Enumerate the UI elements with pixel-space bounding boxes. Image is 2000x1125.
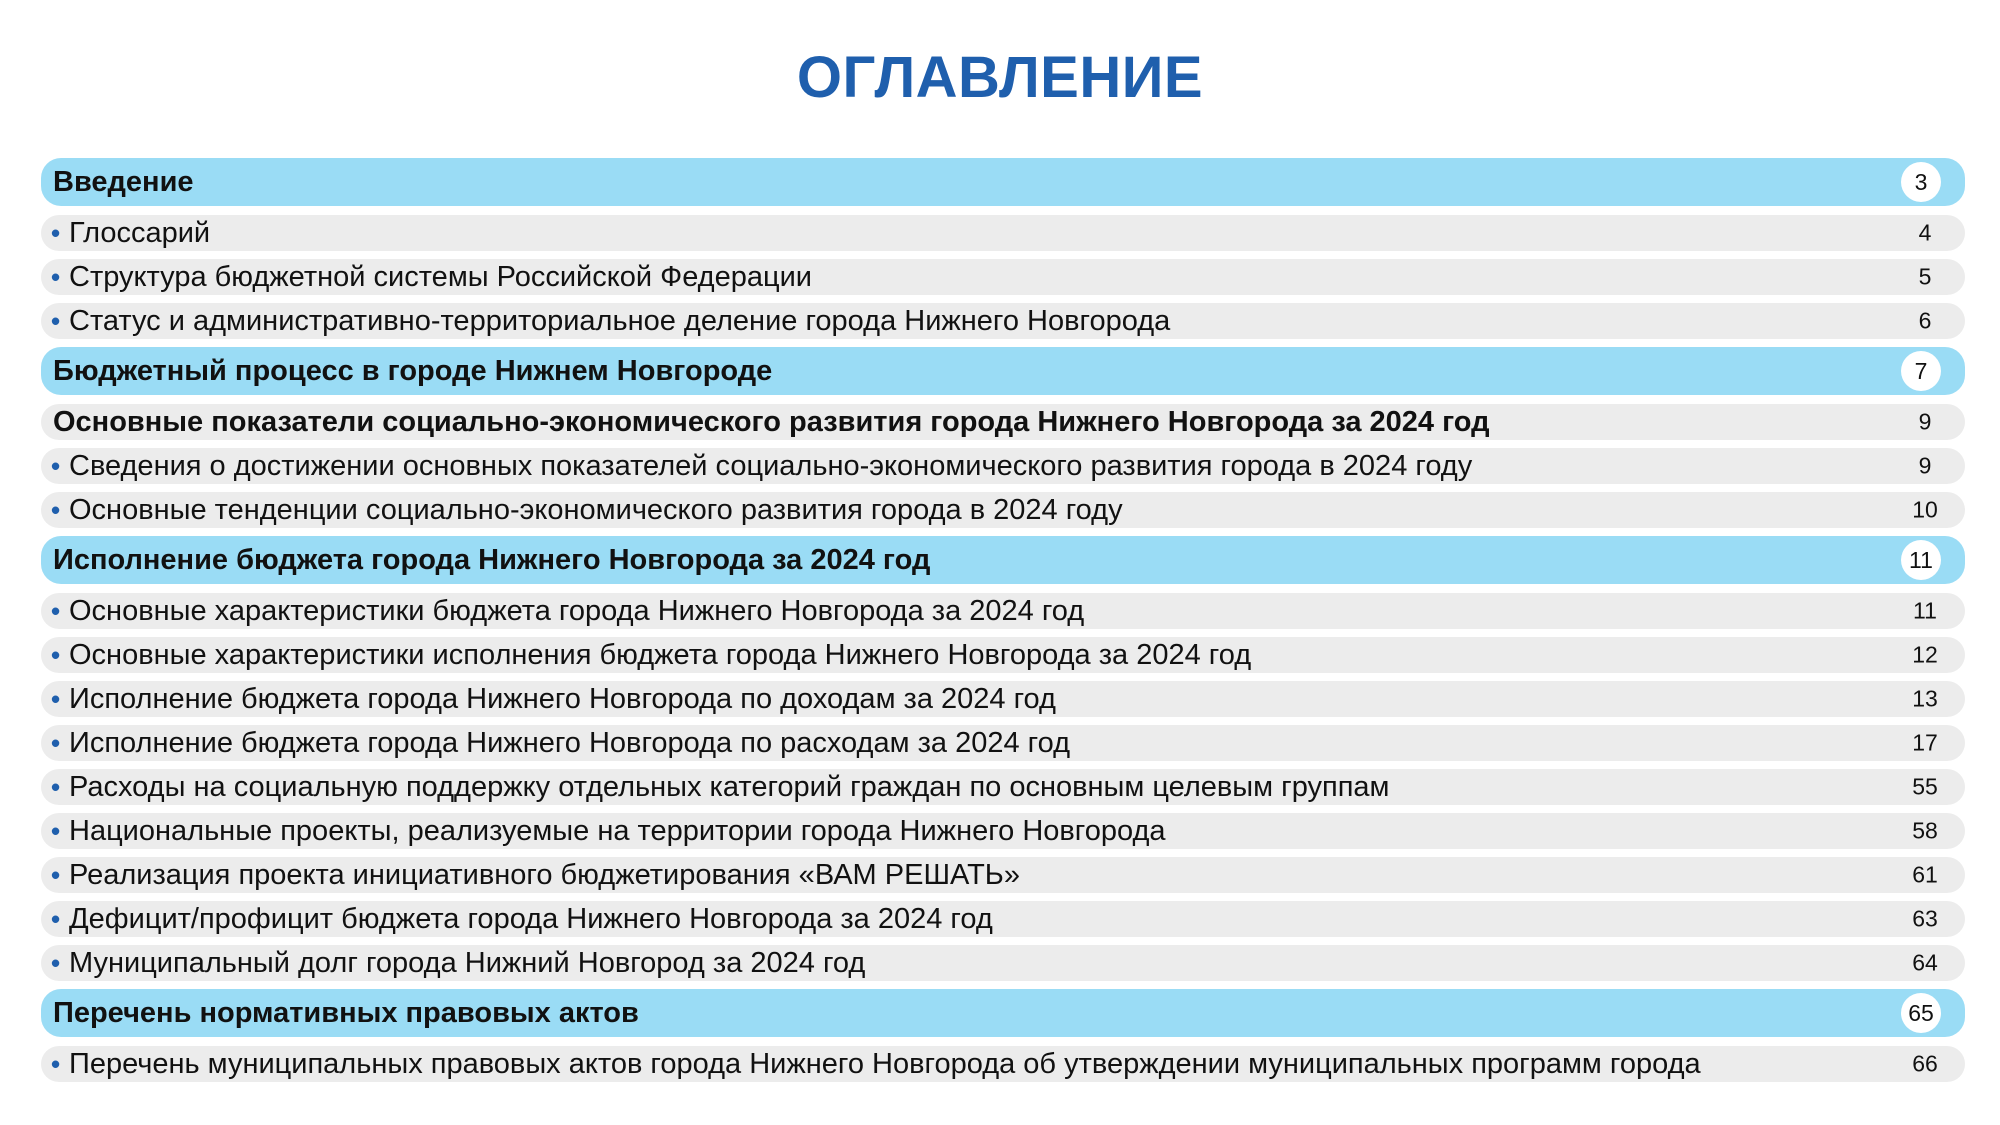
toc-item-row[interactable] <box>41 637 1965 673</box>
toc-page-number: 3 <box>1901 162 1941 202</box>
toc-page-number: 65 <box>1901 993 1941 1033</box>
toc-entry-label: Сведения о достижении основных показателей социально-экономического развития города в 2024 году <box>69 449 1473 482</box>
bullet-icon: • <box>51 947 61 978</box>
bullet-icon: • <box>51 305 61 336</box>
toc-entry-label: Перечень нормативных правовых актов <box>53 996 639 1029</box>
toc-entry-label: Исполнение бюджета города Нижнего Новгорода по расходам за 2024 год <box>69 726 1070 759</box>
toc-item-row[interactable] <box>41 215 1965 251</box>
toc-item-row[interactable] <box>41 1046 1965 1082</box>
toc-page-number: 4 <box>1918 219 1932 246</box>
toc-page-number: 58 <box>1912 817 1938 844</box>
toc-page-number: 9 <box>1918 408 1932 435</box>
toc-entry-label: Основные показатели социально-экономического развития города Нижнего Новгорода за 2024 год <box>53 405 1490 438</box>
toc-item-row[interactable] <box>41 857 1965 893</box>
toc-entry-label: Исполнение бюджета города Нижнего Новгорода по доходам за 2024 год <box>69 682 1056 715</box>
bullet-icon: • <box>51 771 61 802</box>
bullet-icon: • <box>51 261 61 292</box>
bullet-icon: • <box>51 683 61 714</box>
bullet-icon: • <box>51 639 61 670</box>
toc-entry-label: Исполнение бюджета города Нижнего Новгорода за 2024 год <box>53 543 931 576</box>
bullet-icon: • <box>51 450 61 481</box>
toc-item-row[interactable] <box>41 725 1965 761</box>
table-of-contents <box>41 158 1965 1090</box>
toc-section-row[interactable] <box>41 989 1965 1037</box>
toc-page-number: 64 <box>1912 949 1938 976</box>
bullet-icon: • <box>51 595 61 626</box>
toc-entry-label: Основные характеристики бюджета города Нижнего Новгорода за 2024 год <box>69 594 1085 627</box>
toc-item-row[interactable] <box>41 593 1965 629</box>
toc-entry-label: Глоссарий <box>69 216 211 249</box>
bullet-icon: • <box>51 815 61 846</box>
toc-entry-label: Бюджетный процесс в городе Нижнем Новгороде <box>53 354 773 387</box>
toc-entry-label: Статус и административно-территориальное деление города Нижнего Новгорода <box>69 304 1171 337</box>
toc-page-number: 11 <box>1901 540 1941 580</box>
toc-item-row[interactable] <box>41 901 1965 937</box>
toc-page-number: 5 <box>1918 263 1932 290</box>
toc-item-row[interactable] <box>41 448 1965 484</box>
toc-page-number: 17 <box>1912 729 1938 756</box>
toc-section-row[interactable] <box>41 536 1965 584</box>
bullet-icon: • <box>51 727 61 758</box>
toc-entry-label: Основные тенденции социально-экономического развития города в 2024 году <box>69 493 1123 526</box>
page-title: ОГЛАВЛЕНИЕ <box>796 45 1204 110</box>
toc-entry-label: Основные характеристики исполнения бюджета города Нижнего Новгорода за 2024 год <box>69 638 1252 671</box>
toc-item-row[interactable] <box>41 492 1965 528</box>
bullet-icon: • <box>51 903 61 934</box>
toc-item-row[interactable] <box>41 303 1965 339</box>
toc-section-row[interactable] <box>41 347 1965 395</box>
bullet-icon: • <box>51 494 61 525</box>
toc-page-number: 12 <box>1912 641 1938 668</box>
toc-item-row[interactable] <box>41 681 1965 717</box>
toc-page-number: 61 <box>1912 861 1938 888</box>
bullet-icon: • <box>51 217 61 248</box>
toc-entry-label: Национальные проекты, реализуемые на территории города Нижнего Новгорода <box>69 814 1166 847</box>
bullet-icon: • <box>51 859 61 890</box>
toc-entry-label: Структура бюджетной системы Российской Федерации <box>69 260 812 293</box>
toc-page-number: 10 <box>1912 496 1938 523</box>
toc-page-number: 6 <box>1918 307 1932 334</box>
toc-item-row[interactable] <box>41 404 1965 440</box>
toc-page-number: 66 <box>1912 1050 1938 1077</box>
toc-page-number: 7 <box>1901 351 1941 391</box>
toc-section-row[interactable] <box>41 158 1965 206</box>
toc-entry-label: Реализация проекта инициативного бюджетирования «ВАМ РЕШАТЬ» <box>69 858 1020 891</box>
toc-page-number: 63 <box>1912 905 1938 932</box>
toc-entry-label: Введение <box>53 165 194 198</box>
bullet-icon: • <box>51 1048 61 1079</box>
toc-page-number: 55 <box>1912 773 1938 800</box>
toc-entry-label: Расходы на социальную поддержку отдельных категорий граждан по основным целевым группам <box>69 770 1390 803</box>
toc-item-row[interactable] <box>41 813 1965 849</box>
toc-item-row[interactable] <box>41 259 1965 295</box>
toc-page-number: 13 <box>1912 685 1938 712</box>
toc-page-number: 9 <box>1918 452 1932 479</box>
toc-item-row[interactable] <box>41 769 1965 805</box>
toc-entry-label: Дефицит/профицит бюджета города Нижнего Новгорода за 2024 год <box>69 902 993 935</box>
toc-page-number: 11 <box>1913 597 1937 624</box>
toc-item-row[interactable] <box>41 945 1965 981</box>
toc-entry-label: Муниципальный долг города Нижний Новгород за 2024 год <box>69 946 866 979</box>
toc-entry-label: Перечень муниципальных правовых актов города Нижнего Новгорода об утверждении муниципальных программ города <box>69 1047 1701 1080</box>
